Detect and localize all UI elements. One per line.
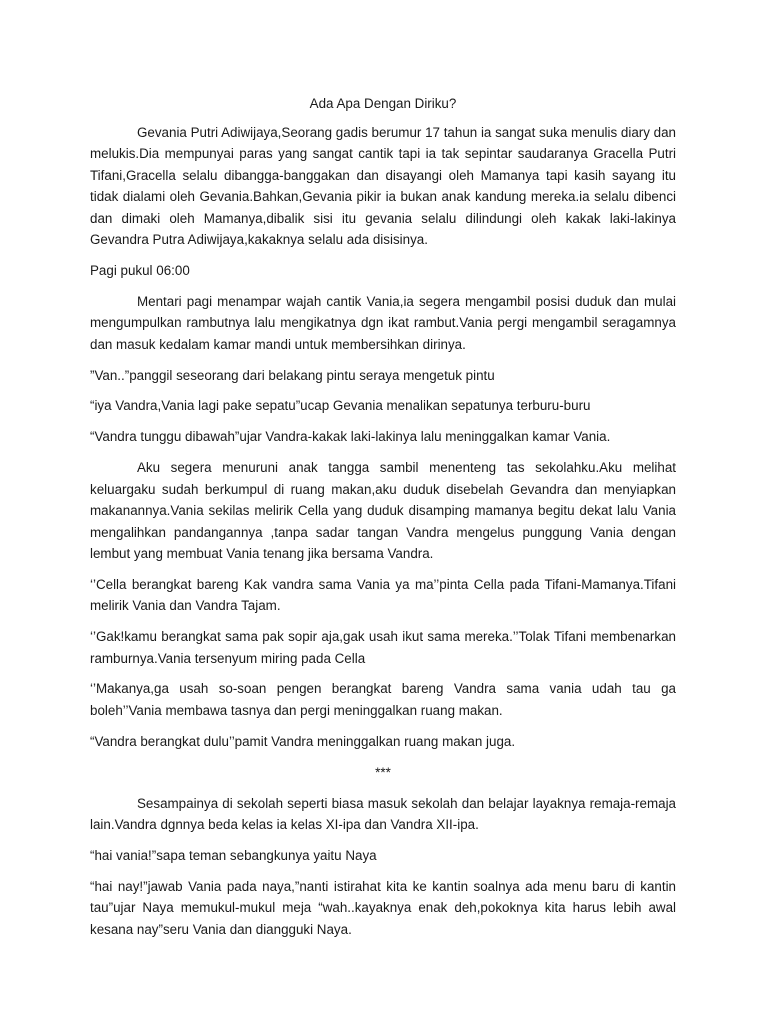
paragraph: Mentari pagi menampar wajah cantik Vania,ia segera mengambil posisi duduk dan mulai mengumpulkan rambutnya lalu mengikatnya dgn ikat rambut.Vania pergi mengambil seragamnya dan masuk kedalam kamar mandi untuk membersihkan dirinya. [90,293,676,352]
dialogue-line: “iya Vandra,Vania lagi pake sepatu”ucap Gevania menalikan sepatunya terburu-buru [90,398,591,414]
paragraph: Aku segera menuruni anak tangga sambil menenteng tas sekolahku.Aku melihat keluargaku sudah berkumpul di ruang makan,aku duduk disebelah Gevandra dan menyiapkan makanannya.Vania sekilas melirik Cella yang duduk disamping mamanya begitu dekat lalu Vania mengalihkan pandangannya ,tanpa sadar tangan Vandra mengelus punggung Vania dengan lembut yang membuat Vania tenang jika bersama Vandra. [90,460,676,561]
document-body [90,93,676,950]
dialogue-line: “Vandra tunggu dibawah”ujar Vandra-kakak laki-lakinya lalu meninggalkan kamar Vania. [90,429,611,445]
dialogue-line: ‘’Makanya,ga usah so-soan pengen berangkat bareng Vandra sama vania udah tau ga boleh’’Vania membawa tasnya dan pergi meninggalkan ruang makan. [90,681,676,718]
paragraph: Sesampainya di sekolah seperti biasa masuk sekolah dan belajar layaknya remaja-remaja lain.Vandra dgnnya beda kelas ia kelas XI-ipa dan Vandra XII-ipa. [90,795,676,832]
paragraph: Gevania Putri Adiwijaya,Seorang gadis berumur 17 tahun ia sangat suka menulis diary dan melukis.Dia mempunyai paras yang sangat cantik tapi ia tak sepintar saudaranya Gracella Putri Tifani,Gracella selalu dibangga-banggakan dan disayangi oleh Mamanya tapi kasih sayang itu tidak dialami oleh Gevania.Bahkan,Gevania pikir ia bukan anak kandung mereka.ia selalu dibenci dan dimaki oleh Mamanya,dibalik sisi itu gevania selalu dilindungi oleh kakak laki-lakinya Gevandra Putra Adiwijaya,kakaknya selalu ada disisinya. [90,125,676,248]
dialogue-line: ‘’Gak!kamu berangkat sama pak sopir aja,gak usah ikut sama mereka.’’Tolak Tifani membenarkan ramburnya.Vania tersenyum miring pada Cella [90,629,676,666]
dialogue-line: “hai nay!”jawab Vania pada naya,”nanti istirahat kita ke kantin soalnya ada menu baru di kantin tau”ujar Naya memukul-mukul meja “wah..kayaknya enak deh,pokoknya kita harus lebih awal kesana nay”seru Vania dan diangguki Naya. [90,878,676,937]
paragraph: Pagi pukul 06:00 [90,262,190,278]
dialogue-line: ”Van..”panggil seseorang dari belakang pintu seraya mengetuk pintu [90,367,495,383]
scene-separator: *** [375,764,391,780]
dialogue-line: “Vandra berangkat dulu’’pamit Vandra meninggalkan ruang makan juga. [90,733,516,749]
document-title: Ada Apa Dengan Diriku? [309,96,457,111]
dialogue-line: “hai vania!”sapa teman sebangkunya yaitu Naya [90,847,377,863]
dialogue-line: ‘’Cella berangkat bareng Kak vandra sama Vania ya ma’’pinta Cella pada Tifani-Mamanya.Tifani melirik Vania dan Vandra Tajam. [90,576,676,614]
